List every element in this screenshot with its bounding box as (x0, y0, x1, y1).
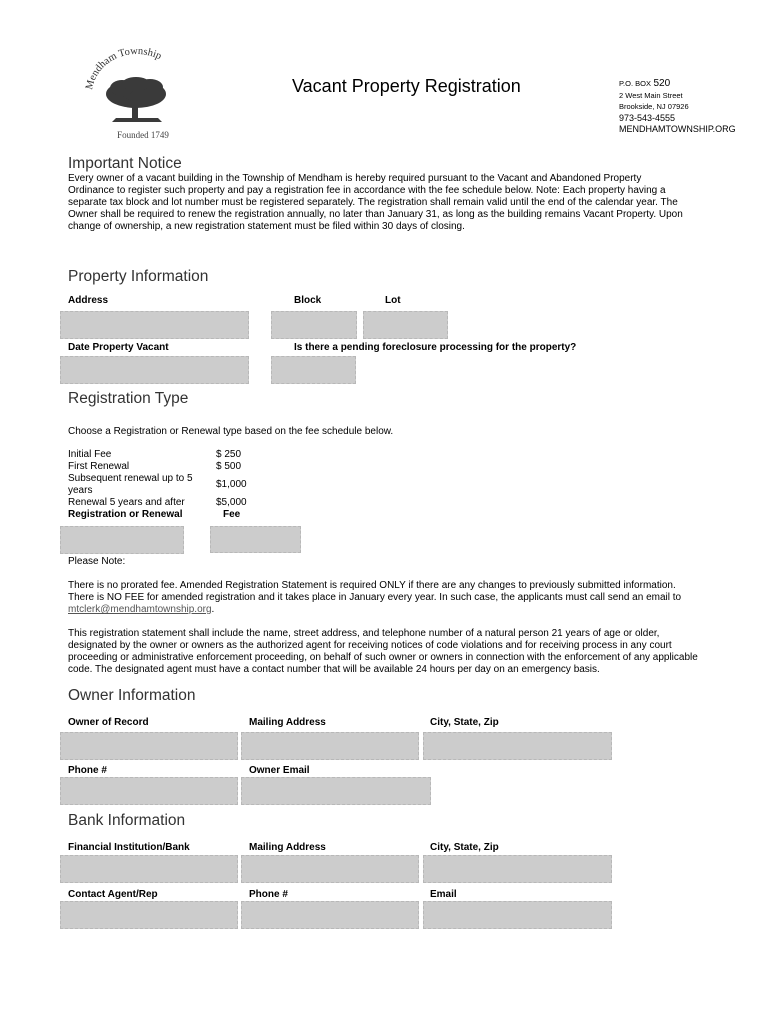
owner-phone-field[interactable] (60, 777, 238, 805)
block-field[interactable] (271, 311, 357, 339)
owner-of-record-label: Owner of Record (68, 717, 149, 728)
note-body (68, 580, 748, 616)
date-vacant-field[interactable] (60, 356, 249, 384)
owner-mailing-label: Mailing Address (249, 717, 326, 728)
registration-heading: Registration Type (68, 390, 189, 407)
owner-heading: Owner Information (68, 687, 196, 704)
please-note-label: Please Note: (68, 556, 126, 567)
note-period: . (211, 604, 215, 615)
registration-type-field[interactable] (60, 526, 184, 554)
bank-email-field[interactable] (423, 901, 612, 929)
address-web: MENDHAMTOWNSHIP.ORG (619, 124, 736, 134)
fee-amount: $ 500 (216, 461, 242, 472)
note-line: There is no prorated fee. Amended Registration Statement is required ONLY if there are any changes to previously submitted information. (68, 580, 676, 591)
foreclosure-field[interactable] (271, 356, 356, 384)
lot-field[interactable] (363, 311, 448, 339)
fee-row (68, 473, 247, 497)
owner-of-record-field[interactable] (60, 732, 238, 760)
bank-phone-label: Phone # (249, 889, 288, 900)
owner-email-label: Owner Email (249, 765, 310, 776)
owner-mailing-field[interactable] (241, 732, 419, 760)
statement-line: code. The designated agent must have a contact number that will be available 24 hours per day on an emergency basis. (68, 664, 600, 675)
fee-label: Fee (223, 509, 241, 520)
address-label: Address (68, 295, 109, 306)
address-street: 2 West Main Street (619, 90, 683, 100)
bank-mailing-field[interactable] (241, 855, 419, 883)
fee-row (68, 497, 247, 509)
foreclosure-label: Is there a pending foreclosure processing for the property? (294, 342, 577, 353)
page-title: Vacant Property Registration (292, 76, 521, 96)
statement-line: designated by the owner or owners as the authorized agent for receiving notices of code violations and for receiving process in any court (68, 640, 672, 651)
owner-city-field[interactable] (423, 732, 612, 760)
fee-row (68, 449, 247, 461)
fee-name: Renewal 5 years and after (68, 497, 185, 508)
notice-line: Every owner of a vacant building in the Township of Mendham is hereby required pursuant to the Vacant and Abandoned Property (68, 173, 642, 184)
notice-line: Owner shall be required to renew the registration annually, no later than January 31, as long as the building remains Vacant Property. Upon (68, 209, 683, 220)
registration-type-label: Registration or Renewal (68, 509, 183, 520)
bank-agent-label: Contact Agent/Rep (68, 889, 158, 900)
statement-body (68, 628, 758, 676)
bank-city-field[interactable] (423, 855, 612, 883)
bank-institution-label: Financial Institution/Bank (68, 842, 190, 853)
bank-heading: Bank Information (68, 812, 186, 829)
property-heading: Property Information (68, 268, 209, 285)
address-city: Brookside, NJ 07926 (619, 102, 689, 111)
fee-name: First Renewal (68, 461, 130, 472)
statement-line: proceeding or administrative enforcement proceeding, on behalf of such owner or owners in connection with the enforcement of any applicable (68, 652, 698, 663)
date-vacant-label: Date Property Vacant (68, 342, 169, 353)
address-phone: 973-543-4555 (619, 112, 676, 123)
address-field[interactable] (60, 311, 249, 339)
fee-name: Initial Fee (68, 449, 112, 460)
registration-intro: Choose a Registration or Renewal type based on the fee schedule below. (68, 426, 394, 437)
lot-label: Lot (385, 295, 401, 306)
bank-agent-field[interactable] (60, 901, 238, 929)
bank-phone-field[interactable] (241, 901, 419, 929)
notice-line: change of ownership, a new registration statement must be filed within 30 days of closing. (68, 221, 465, 232)
bank-mailing-label: Mailing Address (249, 842, 326, 853)
township-address (619, 78, 736, 136)
logo-founded-text: Founded 1749 (117, 130, 169, 140)
owner-email-field[interactable] (241, 777, 431, 805)
fee-row (68, 461, 247, 473)
bank-city-label: City, State, Zip (430, 842, 499, 853)
clerk-email-link[interactable]: mtclerk@mendhamtownship.org (68, 604, 212, 615)
notice-body (68, 173, 748, 233)
bank-email-label: Email (430, 889, 457, 900)
statement-line: This registration statement shall include the name, street address, and telephone number of a natural person 21 years of age or older, (68, 628, 660, 639)
owner-city-label: City, State, Zip (430, 717, 499, 728)
fee-field[interactable] (210, 526, 301, 553)
notice-line: separate tax block and lot number must be registered separately. The registration shall remain valid until the end of the calendar year. The (68, 197, 678, 208)
fee-schedule (68, 449, 247, 509)
note-line: There is NO FEE for amended registration and it takes place in January every year. In such case, the applicants must call send an email to (68, 592, 682, 603)
notice-line: Ordinance to register such property and pay a registration fee in accordance with the fee schedule below. Note: Each property having a (68, 185, 666, 196)
logo-arc-text: Mendham Township (84, 45, 164, 91)
po-box-prefix: P.O. BOX (619, 79, 651, 88)
owner-phone-label: Phone # (68, 765, 107, 776)
notice-heading: Important Notice (68, 155, 182, 172)
po-box-number: 520 (653, 78, 671, 89)
fee-amount: $5,000 (216, 497, 247, 508)
fee-amount: $ 250 (216, 449, 242, 460)
bank-institution-field[interactable] (60, 855, 238, 883)
fee-amount: $1,000 (216, 479, 247, 490)
fee-name: Subsequent renewal up to 5 years (68, 473, 193, 496)
block-label: Block (294, 295, 322, 306)
